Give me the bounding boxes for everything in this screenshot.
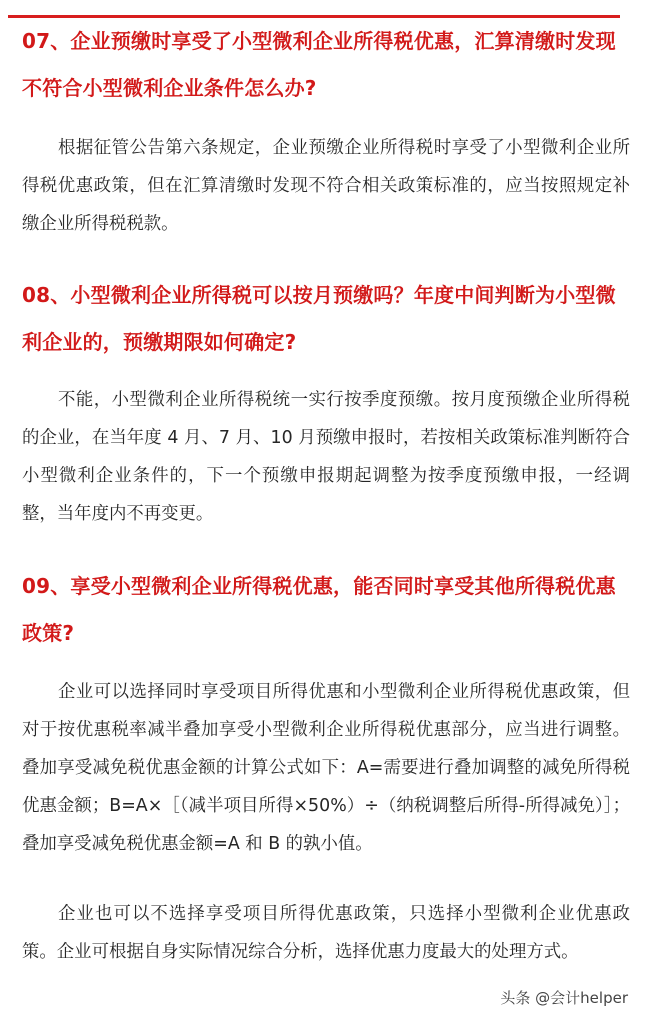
section-07-title: 07、企业预缴时享受了小型微利企业所得税优惠，汇算清缴时发现不符合小型微利企业条件怎么办? [22, 29, 616, 100]
section-08-title: 08、小型微利企业所得税可以按月预缴吗？年度中间判断为小型微利企业的，预缴期限如何确定? [22, 283, 616, 354]
author-watermark: 头条 @会计helper [496, 986, 632, 1009]
section-09-title: 09、享受小型微利企业所得税优惠，能否同时享受其他所得税优惠政策? [22, 574, 616, 645]
section-09-paragraph-1: 企业可以选择同时享受项目所得优惠和小型微利企业所得税优惠政策，但对于按优惠税率减半叠加享受小型微利企业所得税优惠部分，应当进行调整。叠加享受减免税优惠金额的计算公式如下：A=需要进行叠加调整的减免所得税优惠金额；B=A×［（减半项目所得×50%）÷（纳税调整后所得-所得减免）］；叠加享受减免税优惠金额=A 和 B 的孰小值。 [22, 682, 630, 854]
section-07-paragraph: 根据征管公告第六条规定，企业预缴企业所得税时享受了小型微利企业所得税优惠政策，但在汇算清缴时发现不符合相关政策标准的，应当按照规定补缴企业所得税税款。 [22, 138, 630, 234]
section-08-paragraph: 不能，小型微利企业所得税统一实行按季度预缴。按月度预缴企业所得税的企业，在当年度 4 月、7 月、10 月预缴申报时，若按相关政策标准判断符合小型微利企业条件的，下一个预缴申报期起调整为按季度预缴申报，一经调整，当年度内不再变更。 [22, 390, 630, 524]
section-09-paragraph-2: 企业也可以不选择享受项目所得优惠政策，只选择小型微利企业优惠政策。企业可根据自身实际情况综合分析，选择优惠力度最大的处理方式。 [22, 904, 630, 962]
